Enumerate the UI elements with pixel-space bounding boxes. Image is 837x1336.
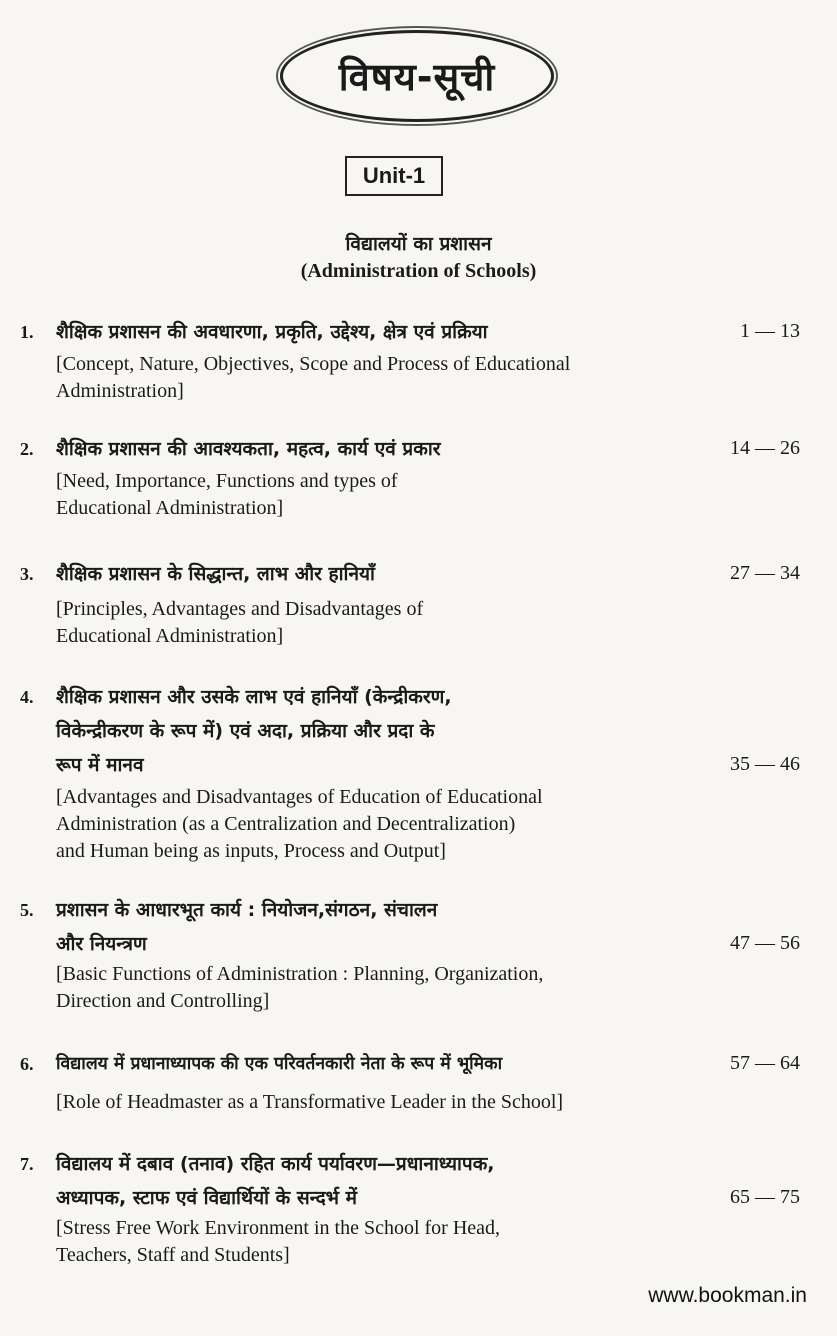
entry-pages: 57 — 64: [730, 1052, 800, 1074]
entry-number: 7.: [20, 1154, 34, 1174]
entry-number: 4.: [20, 687, 34, 707]
entry-number: 1.: [20, 322, 34, 342]
entry-pages: 65 — 75: [730, 1186, 800, 1208]
entry-title-hindi: और नियन्त्रण: [56, 933, 147, 955]
entry-title-english: Educational Administration]: [56, 497, 284, 519]
entry-number: 5.: [20, 900, 34, 920]
section-title-english: (Administration of Schools): [300, 260, 537, 282]
entry-title-english: [Need, Importance, Functions and types of: [56, 470, 398, 492]
entry-title-english: [Role of Headmaster as a Transformative Leader in the School]: [56, 1091, 564, 1113]
page-title: विषय-सूची: [338, 55, 496, 99]
publisher-website: www.bookman.in: [648, 1284, 807, 1307]
entry-title-english: Teachers, Staff and Students]: [56, 1244, 290, 1266]
entry-pages: 27 — 34: [730, 562, 800, 584]
entry-title-hindi: विद्यालय में प्रधानाध्यापक की एक परिवर्तनकारी नेता के रूप में भूमिका: [56, 1054, 503, 1074]
entry-title-english: Administration (as a Centralization and Decentralization): [56, 813, 516, 835]
entry-pages: 1 — 13: [740, 320, 800, 342]
entry-title-hindi: विद्यालय में दबाव (तनाव) रहित कार्य पर्यावरण—प्रधानाध्यापक,: [56, 1153, 495, 1175]
entry-title-hindi: शैक्षिक प्रशासन की अवधारणा, प्रकृति, उद्देश्य, क्षेत्र एवं प्रक्रिया: [56, 321, 488, 343]
entry-title-english: [Concept, Nature, Objectives, Scope and Process of Educational: [56, 353, 571, 375]
entry-pages: 47 — 56: [730, 932, 800, 954]
entry-number: 3.: [20, 564, 34, 584]
entry-title-english: and Human being as inputs, Process and Output]: [56, 840, 446, 862]
entry-title-hindi: अध्यापक, स्टाफ एवं विद्यार्थियों के सन्दर्भ में: [56, 1187, 357, 1209]
toc-entry: [20, 683, 800, 863]
section-title-hindi: विद्यालयों का प्रशासन: [345, 233, 492, 255]
entry-number: 2.: [20, 439, 34, 459]
entry-title-english: [Basic Functions of Administration : Planning, Organization,: [56, 963, 544, 985]
toc-entry: [20, 318, 800, 408]
title-oval: [280, 30, 554, 122]
entry-title-english: [Stress Free Work Environment in the School for Head,: [56, 1217, 501, 1239]
entry-title-english: Direction and Controlling]: [56, 990, 270, 1012]
entry-title-english: [Principles, Advantages and Disadvantages of: [56, 598, 424, 620]
entry-title-hindi: विकेन्द्रीकरण के रूप में) एवं अदा, प्रक्रिया और प्रदा के: [56, 720, 435, 742]
entry-pages: 35 — 46: [730, 753, 800, 775]
entry-title-hindi: शैक्षिक प्रशासन के सिद्धान्त, लाभ और हानियाँ: [56, 563, 375, 585]
toc-entry: [20, 1150, 800, 1280]
entry-title-hindi: शैक्षिक प्रशासन की आवश्यकता, महत्व, कार्य एवं प्रकार: [56, 438, 441, 460]
entry-pages: 14 — 26: [730, 437, 800, 459]
unit-label: Unit-1: [362, 163, 426, 188]
entry-title-english: Administration]: [56, 380, 184, 402]
entry-number: 6.: [20, 1054, 34, 1074]
toc-entry: [20, 1050, 800, 1120]
toc-entry: [20, 896, 800, 1026]
unit-box: [345, 156, 443, 196]
entry-title-hindi: रूप में मानव: [56, 754, 144, 776]
toc-entry: [20, 560, 800, 650]
entry-title-english: Educational Administration]: [56, 625, 284, 647]
toc-entry: [20, 435, 800, 525]
entry-title-hindi: प्रशासन के आधारभूत कार्य : नियोजन,संगठन, संचालन: [56, 899, 438, 921]
entry-title-hindi: शैक्षिक प्रशासन और उसके लाभ एवं हानियाँ (केन्द्रीकरण,: [56, 686, 452, 708]
entry-title-english: [Advantages and Disadvantages of Education of Educational: [56, 786, 543, 808]
